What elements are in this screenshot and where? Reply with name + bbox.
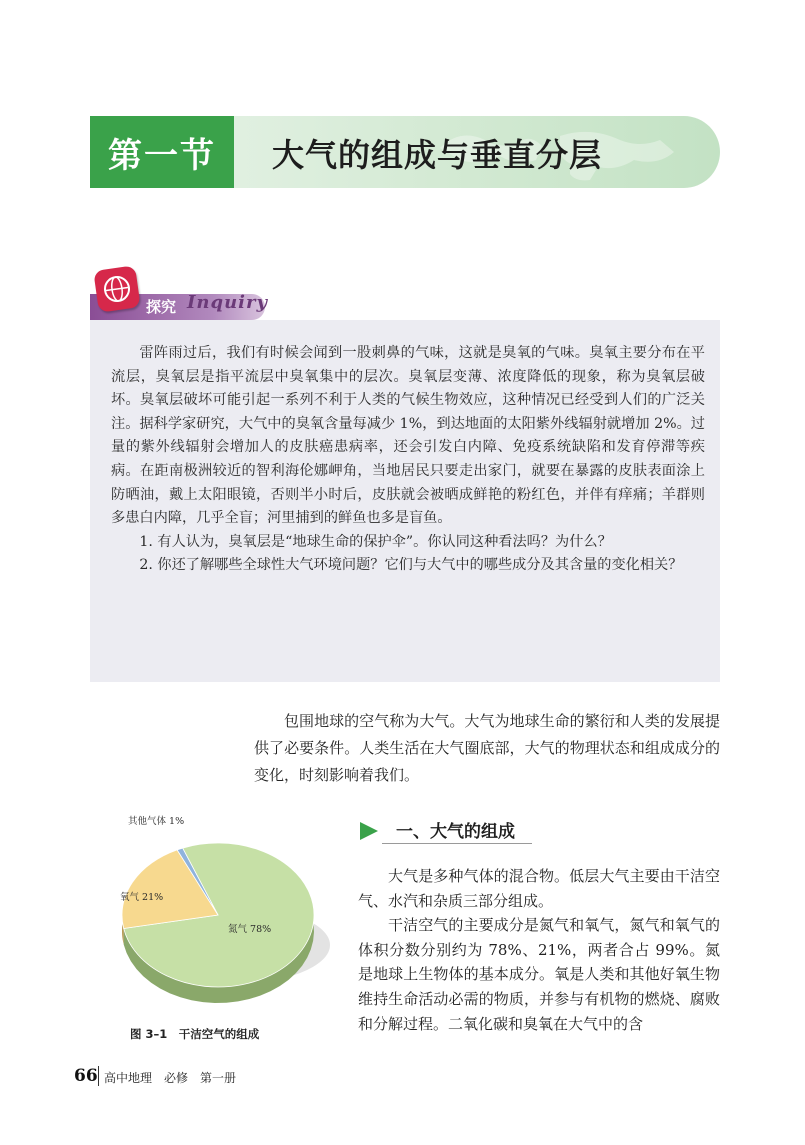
figure-caption: 图 3–1 干洁空气的组成 (130, 1027, 260, 1041)
inquiry-label: 探究 (146, 298, 177, 316)
body-paragraph: 干洁空气的主要成分是氮气和氧气，氮气和氧气的体积分数分别约为 78%、21%，两者合占 99%。氮是地球上生物体的基本成分。氧是人类和其他好氧生物维持生命活动必需的物质，并参与有机物的燃烧、腐败和分解过程。二氧化碳和臭氧在大气中的含 (358, 916, 720, 1033)
air-composition-pie-chart (100, 810, 336, 1022)
subsection-heading: 一、大气的组成 (396, 822, 515, 842)
inquiry-paragraph: 雷阵雨过后，我们有时候会闻到一股刺鼻的气味，这就是臭氧的气味。臭氧主要分布在平流层，臭氧层是指平流层中臭氧集中的层次。臭氧层变薄、浓度降低的现象，称为臭氧层破坏。臭氧层破坏可能引起一系列不利于人类的气候生物效应，这种情况已经受到人们的广泛关注。据科学家研究，大气中的臭氧含量每减少 1%，到达地面的太阳紫外线辐射就增加 2%。过量的紫外线辐射会增加人的皮肤癌患病率，还会引发白内障、免疫系统缺陷和发育停滞等疾病。在距南极洲较近的智利海伦娜岬角，当地居民只要走出家门，就要在暴露的皮肤表面涂上防晒油，戴上太阳眼镜，否则半小时后，皮肤就会被晒成鲜艳的粉红色，并伴有痒痛；羊群则多患白内障，几乎全盲；河里捕到的鲜鱼也多是盲鱼。 (111, 345, 705, 527)
inquiry-question-1: 1. 有人认为，臭氧层是“地球生命的保护伞”。你认同这种看法吗？为什么？ (139, 533, 612, 550)
footer-divider (98, 1066, 99, 1086)
intro-text: 包围地球的空气称为大气。大气为地球生命的繁衍和人类的发展提供了必要条件。人类生活在大气圈底部，大气的物理状态和组成成分的变化，时刻影响着我们。 (254, 712, 720, 784)
triangle-arrow-icon (358, 820, 380, 842)
page-number: 66 (74, 1066, 98, 1086)
book-title: 高中地理 必修 第一册 (104, 1071, 237, 1085)
subsection-body (358, 864, 720, 1036)
chapter-title: 大气的组成与垂直分层 (272, 136, 603, 174)
pie-label-0: 氮气 78% (228, 924, 272, 935)
intro-paragraph (254, 708, 720, 789)
globe-icon (93, 265, 140, 312)
pie-label-1: 氧气 21% (120, 892, 164, 903)
body-paragraph: 大气是多种气体的混合物。低层大气主要由干洁空气、水汽和杂质三部分组成。 (358, 867, 720, 910)
inquiry-text (111, 342, 705, 578)
section-label: 第一节 (90, 116, 234, 188)
heading-underline (382, 843, 532, 844)
pie-label-2: 其他气体 1% (128, 816, 185, 827)
inquiry-script-label: Inquiry (187, 292, 268, 313)
inquiry-question-2: 2. 你还了解哪些全球性大气环境问题？它们与大气中的哪些成分及其含量的变化相关？ (139, 557, 683, 574)
